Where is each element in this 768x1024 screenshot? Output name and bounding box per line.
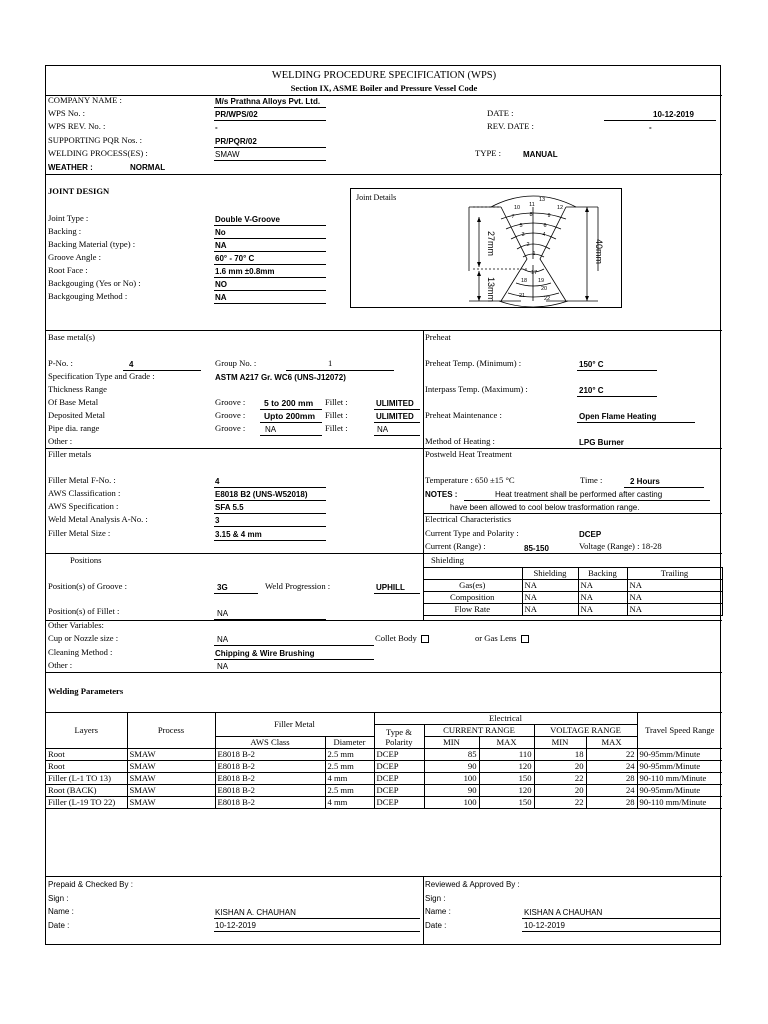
process-value: SMAW — [215, 150, 240, 159]
filler-heading: Filler metals — [48, 449, 92, 459]
interpass-label: Interpass Temp. (Maximum) : — [425, 384, 528, 394]
cup-nozzle-value: NA — [217, 635, 229, 644]
heating-method-value: LPG Burner — [579, 438, 624, 447]
date-value: 10-12-2019 — [653, 110, 694, 119]
col-filler-metal: Filler Metal — [215, 713, 374, 737]
filler-size-value: 3.15 & 4 mm — [215, 530, 262, 539]
current-type-value: DCEP — [579, 530, 602, 539]
cup-nozzle-label: Cup or Nozzle size : — [48, 633, 119, 643]
notes-label: NOTES : — [425, 490, 458, 499]
other-variables-heading: Other Variables: — [48, 620, 104, 630]
prepared-date-label: Date : — [48, 921, 70, 930]
groove-position-label: Position(s) of Groove : — [48, 581, 128, 591]
base-groove-value: 5 to 200 mm — [264, 398, 314, 408]
dep-fillet-value: ULIMITED — [376, 412, 414, 421]
preheat-heading: Preheat — [425, 332, 451, 342]
current-type-label: Current Type and Polarity : — [425, 528, 519, 538]
gas-lens-label: or Gas Lens — [475, 633, 529, 644]
svg-text:6: 6 — [543, 223, 547, 229]
col-diameter: Diameter — [325, 737, 374, 749]
dim-13mm-label: 13mm — [486, 277, 496, 303]
heating-method-label: Method of Heating : — [425, 436, 495, 446]
gas-lens-checkbox[interactable] — [521, 635, 529, 643]
col-layers: Layers — [46, 713, 127, 749]
svg-text:13: 13 — [538, 197, 546, 203]
welding-parameters-table: Layers Process Filler Metal Electrical Travel Speed Range Type & Polarity CURRENT RANGE VOLTAGE RANGE AWS Class Diameter MIN MAX MIN MAX Root SMAW E8018 B-2 2.5 mm DCEP 85 110 18 22 90-95mm/Minute Root SMAW E8018 B-2 2.5 mm DCEP 90 120 20 24 90-95mm/Minute Filler (L-1 TO 13) SMAW E8018 B-2 4 mm DCEP 100 150 22 28 90-110 mm/Minute Root (BACK) SMAW E8018 B-2 2.5 mm DCEP 90 120 20 24 90-95mm/Minute Filler (L-19 TO 22) SMAW E8018 B-2 4 mm DCEP 100 150 22 28 90-110 mm/Minute — [46, 712, 722, 809]
reviewed-date-label: Date : — [425, 921, 447, 930]
fillet-position-value: NA — [217, 609, 229, 618]
spec-grade-value: ASTM A217 Gr. WC6 (UNS-J12072) — [215, 373, 346, 382]
type-value: MANUAL — [523, 150, 558, 159]
preheat-maint-label: Preheat Maintenance : — [425, 410, 502, 420]
pwht-heading: Postweld Heat Treatment — [425, 449, 512, 459]
col-type-polarity: Type & Polarity — [374, 725, 424, 749]
svg-text:7: 7 — [511, 214, 515, 220]
current-range-value: 85-150 — [524, 544, 549, 553]
base-metals-heading: Base metal(s) — [48, 332, 96, 342]
rev-date-label: REV. DATE : — [487, 121, 534, 131]
pipe-groove-value: NA — [265, 425, 277, 434]
voltage-range-label: Voltage (Range) : 18-28 — [579, 541, 662, 551]
collet-body-label: Collet Body — [375, 633, 429, 644]
svg-text:18: 18 — [520, 278, 528, 284]
joint-design-heading: JOINT DESIGN — [48, 186, 110, 196]
pwht-time-label: Time : — [580, 475, 603, 485]
interpass-value: 210° C — [579, 386, 604, 395]
svg-text:20: 20 — [540, 286, 548, 292]
col-process: Process — [127, 713, 215, 749]
svg-text:12: 12 — [556, 205, 564, 211]
col-current-range: CURRENT RANGE — [424, 725, 534, 737]
type-label: TYPE : — [475, 148, 502, 158]
joint-details-label: Joint Details — [356, 193, 397, 202]
shielding-row-gases: Gas(es) NA NA NA — [423, 580, 722, 592]
collet-body-checkbox[interactable] — [421, 635, 429, 643]
base-other-label: Other : — [48, 436, 73, 446]
preheat-min-label: Preheat Temp. (Minimum) : — [425, 358, 522, 368]
reviewed-date-value: 10-12-2019 — [524, 921, 565, 930]
positions-heading: Positions — [70, 555, 102, 565]
svg-text:3: 3 — [521, 232, 525, 238]
aws-spec-value: SFA 5.5 — [215, 503, 244, 512]
wps-no-label: WPS No. : — [48, 108, 86, 118]
current-range-label: Current (Range) : — [425, 541, 486, 551]
preheat-min-value: 150° C — [579, 360, 604, 369]
prepared-sign-label: Sign : — [48, 894, 69, 903]
a-no-label: Weld Metal Analysis A-No. : — [48, 514, 148, 524]
prepared-by-label: Prepaid & Checked By : — [48, 880, 133, 889]
col-travel: Travel Speed Range — [637, 713, 722, 749]
svg-text:5: 5 — [519, 223, 523, 229]
note-line-1: Heat treatment shall be performed after casting — [495, 490, 663, 499]
f-no-value: 4 — [215, 477, 220, 486]
spec-grade-label: Specification Type and Grade : — [48, 371, 155, 381]
table-row: Root (BACK) SMAW E8018 B-2 2.5 mm DCEP 90 120 20 24 90-95mm/Minute — [46, 785, 722, 797]
company-value: M/s Prathna Alloys Pvt. Ltd. — [215, 97, 321, 106]
pqr-label: SUPPORTING PQR Nos. : — [48, 135, 143, 145]
pipe-fillet-value: NA — [377, 425, 389, 434]
p-no-value: 4 — [129, 360, 134, 369]
f-no-label: Filler Metal F-No. : — [48, 475, 116, 485]
base-metal-thk-label: Of Base Metal — [48, 397, 99, 407]
note-line-2: have been allowed to cool below trasformation range. — [450, 503, 640, 512]
svg-text:2: 2 — [526, 242, 530, 248]
table-row: Root SMAW E8018 B-2 2.5 mm DCEP 90 120 20 24 90-95mm/Minute — [46, 761, 722, 773]
dim-40mm-label: 40mm — [594, 239, 604, 265]
process-label: WELDING PROCESS(ES) : — [48, 148, 148, 158]
deposited-thk-label: Deposited Metal — [48, 410, 106, 420]
thickness-range-label: Thickness Range — [48, 384, 107, 394]
aws-class-value: E8018 B2 (UNS-W52018) — [215, 490, 308, 499]
svg-text:11: 11 — [529, 202, 535, 208]
a-no-value: 3 — [215, 516, 220, 525]
preheat-maint-value: Open Flame Heating — [579, 412, 657, 421]
wps-rev-value: - — [215, 123, 218, 132]
col-electrical: Electrical — [374, 713, 637, 725]
other-value: NA — [217, 662, 229, 671]
shielding-table: Shielding Backing Trailing Gas(es) NA NA NA Composition NA NA NA Flow Rate NA NA NA — [423, 567, 723, 616]
col-aws-class: AWS Class — [215, 737, 325, 749]
p-no-label: P-No. : — [48, 358, 73, 368]
svg-text:9: 9 — [547, 213, 551, 219]
shielding-row-flow-rate: Flow Rate NA NA NA — [423, 604, 722, 616]
wps-rev-label: WPS REV. No. : — [48, 121, 106, 131]
dep-groove-value: Upto 200mm — [264, 411, 316, 421]
svg-text:21: 21 — [518, 293, 526, 299]
weather-value: NORMAL — [130, 163, 166, 172]
date-label: DATE : — [487, 108, 514, 118]
svg-text:8: 8 — [529, 212, 533, 218]
reviewed-by-label: Reviewed & Approved By : — [425, 880, 520, 889]
document-title: WELDING PROCEDURE SPECIFICATION (WPS) — [271, 70, 497, 81]
weld-progression-value: UPHILL — [376, 583, 405, 592]
joint-sketch — [351, 189, 623, 309]
col-voltage-range: VOLTAGE RANGE — [534, 725, 637, 737]
shielding-row-composition: Composition NA NA NA — [423, 592, 722, 604]
aws-spec-label: AWS Specification : — [48, 501, 119, 511]
svg-text:4: 4 — [542, 232, 546, 238]
welding-parameters-heading: Welding Parameters — [48, 686, 124, 696]
pqr-value: PR/PQR/02 — [215, 137, 257, 146]
document-subtitle: Section IX, ASME Boiler and Pressure Vessel Code — [290, 83, 478, 93]
pwht-time-value: 2 Hours — [630, 477, 660, 486]
dim-27mm-label: 27mm — [486, 231, 496, 257]
table-row: Filler (L-1 TO 13) SMAW E8018 B-2 4 mm DCEP 100 150 22 28 90-110 mm/Minute — [46, 773, 722, 785]
wps-no-value: PR/WPS/02 — [215, 110, 258, 119]
svg-text:1: 1 — [532, 251, 536, 257]
svg-text:10: 10 — [513, 205, 521, 211]
cleaning-method-value: Chipping & Wire Brushing — [215, 649, 315, 658]
other-label: Other : — [48, 660, 73, 670]
reviewed-sign-label: Sign : — [425, 894, 446, 903]
cleaning-method-label: Cleaning Method : — [48, 647, 113, 657]
reviewed-name-value: KISHAN A CHAUHAN — [524, 908, 603, 917]
filler-size-label: Filler Metal Size : — [48, 528, 111, 538]
electrical-heading: Electrical Characteristics — [425, 514, 512, 524]
aws-class-label: AWS Classification : — [48, 488, 121, 498]
prepared-name-value: KISHAN A. CHAUHAN — [215, 908, 296, 917]
prepared-date-value: 10-12-2019 — [215, 921, 256, 930]
group-no-value: 1 — [328, 358, 333, 368]
prepared-name-label: Name : — [48, 907, 74, 916]
shielding-heading: Shielding — [431, 555, 464, 565]
weld-progression-label: Weld Progression : — [265, 581, 331, 591]
weather-label: WEATHER : — [48, 163, 93, 172]
fillet-position-label: Position(s) of Fillet : — [48, 606, 120, 616]
svg-text:22: 22 — [543, 296, 551, 302]
pwht-temp-label: Temperature : 650 ±15 °C — [425, 475, 515, 485]
reviewed-name-label: Name : — [425, 907, 451, 916]
group-no-label: Group No. : — [215, 358, 257, 368]
pipe-dia-label: Pipe dia. range — [48, 423, 100, 433]
rev-date-value: - — [649, 123, 652, 132]
svg-text:19: 19 — [537, 278, 545, 284]
wps-sheet: WELDING PROCEDURE SPECIFICATION (WPS) Section IX, ASME Boiler and Pressure Vessel Code COMPANY NAME : M/s Prathna Alloys Pvt. Ltd. WPS No. : PR/WPS/02 DATE : 10-12-2019 WPS REV. No. : - REV. DATE : - SUPPORTING PQR Nos. : PR/PQR/02 WELDING PROCESS(ES) : SMAW TYPE : MANUAL WEATHER : NORMAL JOINT DESIGN Joint Type : Double V-Groove Backing : No Backing Material (type) : NA Groove Angle : 60° - 70° C Root Face : 1.6 mm ±0.8mm Backgouging (Yes or No) : NO Backgouging Method : NA Joint Details 27mm 13mm 40mm 13 10 11 12 7 8 9 5 6 3 4 2 1 17 18 19 20 21 22 Base metal(s) Preheat P-No. : 4 Group No. : 1 Preheat Temp. (Minimum) : 150° C Specification Type and Grade : ASTM A217 Gr. WC6 (UNS-J12072) Thickness Range Interpass Temp. (Maximum) : 210° C Of Base Metal Groove : 5 to 200 mm Fillet : ULIMITED Deposited Metal Groove : Upto 200mm Fillet : ULIMITED Preheat Maintenance : Open Flame Heating Pipe dia. range Groove : NA Fillet : NA Other : Method of Heating : LPG Burner Filler metals Postweld Heat Treatment Filler Metal F-No. : 4 Temperature : 650 ±15 °C Time : 2 Hours AWS Classification : E8018 B2 (UNS-W52018) NOTES : Heat treatment shall be performed after casting AWS Specification : SFA 5.5 have been allowed to cool below trasformation range. Weld Metal Analysis A-No. : 3 Electrical Characteristics Filler Metal Size : 3.15 & 4 mm Current Type and Polarity : DCEP Current (Range) : 85-150 Voltage (Range) : 18-28 Positions Shielding Position(s) of Groove : 3G Weld Progression : UPHILL Position(s) of Fillet : NA Shielding Backing Trailing Gas(es) NA NA NA Composition NA NA NA Flow Rate NA NA NA Other Variables: Cup or Nozzle size : NA Collet Body or Gas Lens Cleaning Method : Chipping & Wire Brushing Other : NA Welding Parameters Layers Process Filler Metal Electrical Travel Speed Range Type & Polarity CURRENT RANGE VOLTAGE RANGE AWS Class Diameter MIN MAX MIN MAX Root SMAW E8018 B-2 2.5 mm DCEP 85 110 18 22 90-95mm/Minute Root SMAW E8018 B-2 2.5 mm DCEP 90 120 20 24 90-95mm/Minute Filler (L-1 TO 13) SMAW E8018 B-2 4 mm DCEP 100 150 22 28 90-110 mm/Minute Root (BACK) SMAW E8018 B-2 2.5 mm DCEP 90 120 20 24 90-95mm/Minute Filler (L-19 TO 22) SMAW E8018 B-2 4 mm DCEP 100 150 22 28 90-110 mm/Minute Prepaid & Checked By : Sign : Name : KISHAN A. CHAUHAN Date : 10-12-2019 Reviewed & Approved By : Sign : Name : KISHAN A CHAUHAN Date : 10-12-2019 — [45, 65, 721, 945]
joint-details-box — [350, 188, 622, 308]
company-label: COMPANY NAME : — [48, 95, 122, 105]
base-fillet-value: ULIMITED — [376, 399, 414, 408]
groove-position-value: 3G — [217, 583, 228, 592]
table-row: Root SMAW E8018 B-2 2.5 mm DCEP 85 110 18 22 90-95mm/Minute — [46, 749, 722, 761]
svg-text:17: 17 — [530, 270, 538, 276]
table-row: Filler (L-19 TO 22) SMAW E8018 B-2 4 mm DCEP 100 150 22 28 90-110 mm/Minute — [46, 797, 722, 809]
